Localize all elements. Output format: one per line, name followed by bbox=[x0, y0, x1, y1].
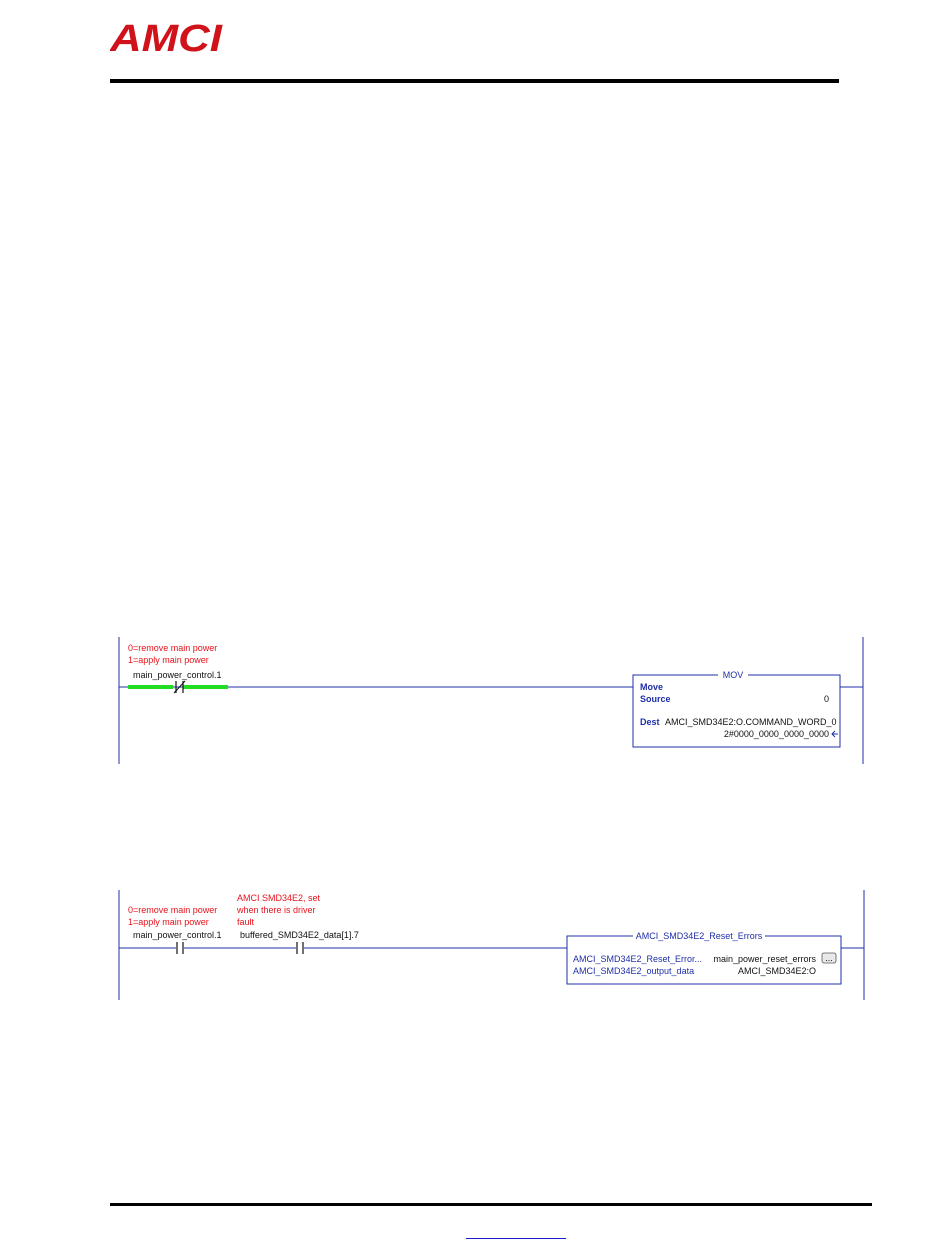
rung2-xic-contact-2[interactable] bbox=[296, 941, 304, 955]
footer-link-underline[interactable] bbox=[466, 1238, 566, 1239]
rung2-c1-comment-line2: 1=apply main power bbox=[128, 917, 209, 927]
mov-dest-label: Dest bbox=[640, 717, 660, 727]
footer-rule bbox=[110, 1203, 872, 1206]
logo-text: AMCI bbox=[110, 18, 224, 56]
mov-source-value[interactable]: 0 bbox=[823, 694, 829, 704]
mov-title: Move bbox=[640, 682, 664, 692]
aoi-param2-value[interactable]: AMCI_SMD34E2:O bbox=[737, 966, 816, 976]
rung2-c2-comment-line3: fault bbox=[237, 917, 255, 927]
aoi-param1-name: AMCI_SMD34E2_Reset_Error... bbox=[573, 954, 703, 964]
rung2-c2-tag[interactable]: buffered_SMD34E2_data[1].7 bbox=[240, 930, 359, 940]
rung1-contact-tag[interactable]: main_power_control.1 bbox=[133, 670, 222, 680]
mov-dest-value: 2#0000_0000_0000_0000 bbox=[723, 729, 829, 739]
mov-dest-tag[interactable]: AMCI_SMD34E2:O.COMMAND_WORD_0 bbox=[665, 717, 837, 727]
ellipsis-button[interactable] bbox=[822, 953, 836, 963]
aoi-title: AMCI_SMD34E2_Reset_Errors bbox=[635, 931, 763, 941]
svg-text:...: ... bbox=[825, 953, 833, 963]
rung2-c1-tag[interactable]: main_power_control.1 bbox=[133, 930, 222, 940]
rung2-xic-contact-1[interactable] bbox=[176, 941, 184, 955]
mov-type-label: MOV bbox=[722, 670, 744, 680]
rung1-comment-line1: 0=remove main power bbox=[128, 643, 218, 653]
rung1-comment-line2: 1=apply main power bbox=[128, 655, 209, 665]
rung2-c1-comment-line1: 0=remove main power bbox=[128, 905, 218, 915]
rung2-c2-comment-line2: when there is driver bbox=[237, 905, 316, 915]
reset-errors-aoi-block[interactable] bbox=[567, 931, 841, 984]
aoi-param2-name: AMCI_SMD34E2_output_data bbox=[573, 966, 695, 976]
rung2-c2-comment-line1: AMCI SMD34E2, set bbox=[237, 893, 321, 903]
mov-source-label: Source bbox=[640, 694, 671, 704]
aoi-param1-value[interactable]: main_power_reset_errors bbox=[713, 954, 816, 964]
